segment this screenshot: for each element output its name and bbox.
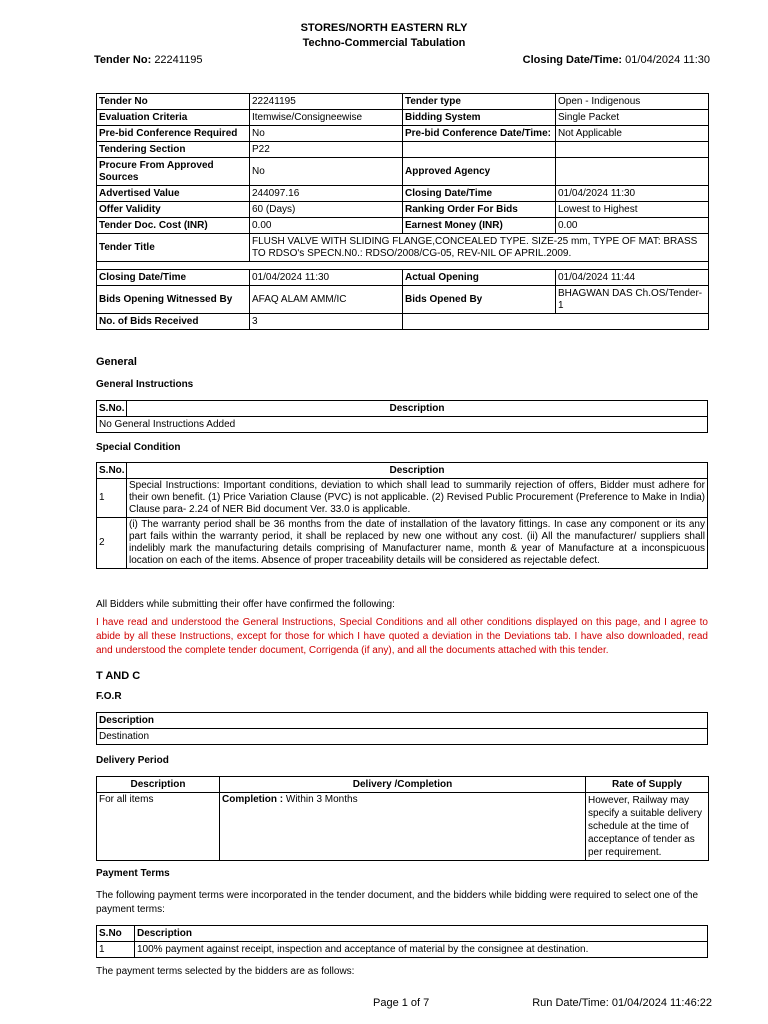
value-approved: No [250, 158, 403, 186]
spacer-cell [97, 262, 709, 270]
col-sno: S.No. [97, 401, 127, 417]
page-number: Page 1 of 7 [373, 997, 430, 1009]
value-prebid-dt: Not Applicable [556, 126, 709, 142]
table-row [97, 926, 708, 942]
header-closing [523, 54, 710, 66]
table-row [97, 202, 709, 218]
label-doc-cost: Tender Doc. Cost (INR) [97, 218, 250, 234]
value-section: P22 [250, 142, 403, 158]
payment-intro: The following payment terms were incorporated in the tender document, and the bidders while bidding were required to select one of the payment terms: [96, 890, 699, 915]
empty-cell [403, 142, 556, 158]
dp-completion-value: Within 3 Months [283, 794, 358, 805]
label-emd: Earnest Money (INR) [403, 218, 556, 234]
payment-table [96, 925, 708, 958]
table-row [97, 142, 709, 158]
label-actual: Actual Opening [403, 270, 556, 286]
table-row [97, 270, 709, 286]
table-row [97, 186, 709, 202]
label-prebid-dt: Pre-bid Conference Date/Time: [403, 126, 556, 142]
label-prebid: Pre-bid Conference Required [97, 126, 250, 142]
general-instructions-heading: General Instructions [96, 379, 194, 390]
value-tender-type: Open - Indigenous [556, 94, 709, 110]
label-close2: Closing Date/Time [97, 270, 250, 286]
for-table [96, 712, 708, 745]
sc-text: (i) The warranty period shall be 36 months from the date of installation of the lavatory fittings. In case any component or its any part fails within the warranty period, it shall be replaced by new one without any cost. (ii) All the manufacturer/ suppliers shall indelibly mark the manufacturing details comprising of Manufacturer name, month & year of Manufacture at a inconspicuous location on each of the items. Absence of proper traceability details will be considered as rejectable defect. [127, 518, 708, 569]
delivery-heading: Delivery Period [96, 755, 169, 766]
label-agency: Approved Agency [403, 158, 556, 186]
label-section: Tendering Section [97, 142, 250, 158]
gi-empty-row: No General Instructions Added [97, 417, 708, 433]
table-row [97, 417, 708, 433]
tandc-heading: T AND C [96, 670, 141, 682]
label-tender-type: Tender type [403, 94, 556, 110]
table-row [97, 286, 709, 314]
table-row [97, 110, 709, 126]
col-sno: S.No. [97, 463, 127, 479]
pt-col-description: Description [135, 926, 708, 942]
label-close: Closing Date/Time [403, 186, 556, 202]
for-heading: F.O.R [96, 691, 122, 702]
dp-col-description: Description [97, 777, 220, 793]
header-tender-no-label: Tender No: [94, 54, 152, 66]
value-nbids: 3 [250, 314, 403, 330]
table-row [97, 729, 708, 745]
header-tender-no [94, 54, 202, 66]
table-row [97, 401, 708, 417]
label-nbids: No. of Bids Received [97, 314, 250, 330]
dp-completion [220, 793, 586, 861]
label-eval: Evaluation Criteria [97, 110, 250, 126]
special-condition-table [96, 462, 708, 569]
payment-heading: Payment Terms [96, 868, 170, 879]
value-agency [556, 158, 709, 186]
dp-col-delivery: Delivery /Completion [220, 777, 586, 793]
table-row [97, 518, 708, 569]
for-value: Destination [97, 729, 708, 745]
label-adv: Advertised Value [97, 186, 250, 202]
table-row [97, 94, 709, 110]
pt-text: 100% payment against receipt, inspection and acceptance of material by the consignee at destination. [135, 942, 708, 958]
table-row [97, 218, 709, 234]
table-row [97, 314, 709, 330]
table-row [97, 463, 708, 479]
label-ranking: Ranking Order For Bids [403, 202, 556, 218]
value-actual: 01/04/2024 11:44 [556, 270, 709, 286]
header-closing-value: 01/04/2024 11:30 [625, 54, 710, 66]
sc-sno: 2 [97, 518, 127, 569]
spacer-row [97, 262, 709, 270]
table-row [97, 942, 708, 958]
sc-sno: 1 [97, 479, 127, 518]
dp-rate: However, Railway may specify a suitable delivery schedule at the time of acceptance of tender as per requirement. [586, 793, 709, 861]
confirm-text: I have read and understood the General Instructions, Special Conditions and all other conditions displayed on this page, and I agree to abide by all these Instructions, except for those for which I have quoted a deviation in the Deviations tab. I have also downloaded, read and understood the complete tender document, Corrigenda (if any), and all the documents attached with this tender. [96, 617, 708, 656]
header-closing-label: Closing Date/Time: [522, 54, 623, 66]
label-bidding: Bidding System [403, 110, 556, 126]
table-row [97, 777, 709, 793]
label-approved: Procure From Approved Sources [97, 158, 250, 186]
pt-col-sno: S.No [97, 926, 135, 942]
table-row [97, 126, 709, 142]
doc-subtitle: Techno-Commercial Tabulation [302, 37, 466, 49]
dp-completion-label: Completion : [222, 794, 284, 805]
value-bidding: Single Packet [556, 110, 709, 126]
sc-text: Special Instructions: Important conditions, deviation to which shall lead to summarily rejection of offers, Bidder must adhere for their own benefit. (1) Price Variation Clause (PVC) is not applicable. (2) Revised Public Procurement (Preference to Make in India) Clause para- 2.24 of NER Bid document Ver. 33.0 is applicable. [127, 479, 708, 518]
payment-selected-intro: The payment terms selected by the bidders are as follows: [96, 966, 355, 977]
dp-items: For all items [97, 793, 220, 861]
org-title: STORES/NORTH EASTERN RLY [300, 22, 468, 34]
special-condition-heading: Special Condition [96, 442, 181, 453]
value-validity: 60 (Days) [250, 202, 403, 218]
value-doc-cost: 0.00 [250, 218, 403, 234]
label-witness: Bids Opening Witnessed By [97, 286, 250, 314]
table-row [97, 234, 709, 262]
empty-cell [556, 142, 709, 158]
value-close2: 01/04/2024 11:30 [250, 270, 403, 286]
tender-summary-table [96, 93, 709, 330]
col-description: Description [127, 401, 708, 417]
general-instructions-table [96, 400, 708, 433]
dp-col-rate: Rate of Supply [586, 777, 709, 793]
general-heading: General [96, 356, 137, 368]
value-tender-no: 22241195 [250, 94, 403, 110]
value-emd: 0.00 [556, 218, 709, 234]
value-ranking: Lowest to Highest [556, 202, 709, 218]
table-row [97, 158, 709, 186]
value-prebid: No [250, 126, 403, 142]
run-datetime: Run Date/Time: 01/04/2024 11:46:22 [532, 997, 712, 1009]
value-eval: Itemwise/Consigneewise [250, 110, 403, 126]
header-tender-no-value: 22241195 [154, 54, 203, 66]
label-opened: Bids Opened By [403, 286, 556, 314]
value-close: 01/04/2024 11:30 [556, 186, 709, 202]
value-adv: 244097.16 [250, 186, 403, 202]
table-row [97, 713, 708, 729]
table-row [97, 793, 709, 861]
label-validity: Offer Validity [97, 202, 250, 218]
confirm-intro: All Bidders while submitting their offer have confirmed the following: [96, 599, 395, 610]
pt-sno: 1 [97, 942, 135, 958]
value-witness: AFAQ ALAM AMM/IC [250, 286, 403, 314]
for-col-description: Description [97, 713, 708, 729]
col-description: Description [127, 463, 708, 479]
label-title: Tender Title [97, 234, 250, 262]
label-tender-no: Tender No [97, 94, 250, 110]
value-title: FLUSH VALVE WITH SLIDING FLANGE,CONCEALED TYPE. SIZE-25 mm, TYPE OF MAT: BRASS TO RDSO's SPECN.N0.: RDSO/2008/CG-05, REV-NIL OF APRIL.2009. [250, 234, 709, 262]
table-row [97, 479, 708, 518]
empty-cell [403, 314, 709, 330]
delivery-table [96, 776, 709, 861]
value-opened: BHAGWAN DAS Ch.OS/Tender-1 [556, 286, 709, 314]
